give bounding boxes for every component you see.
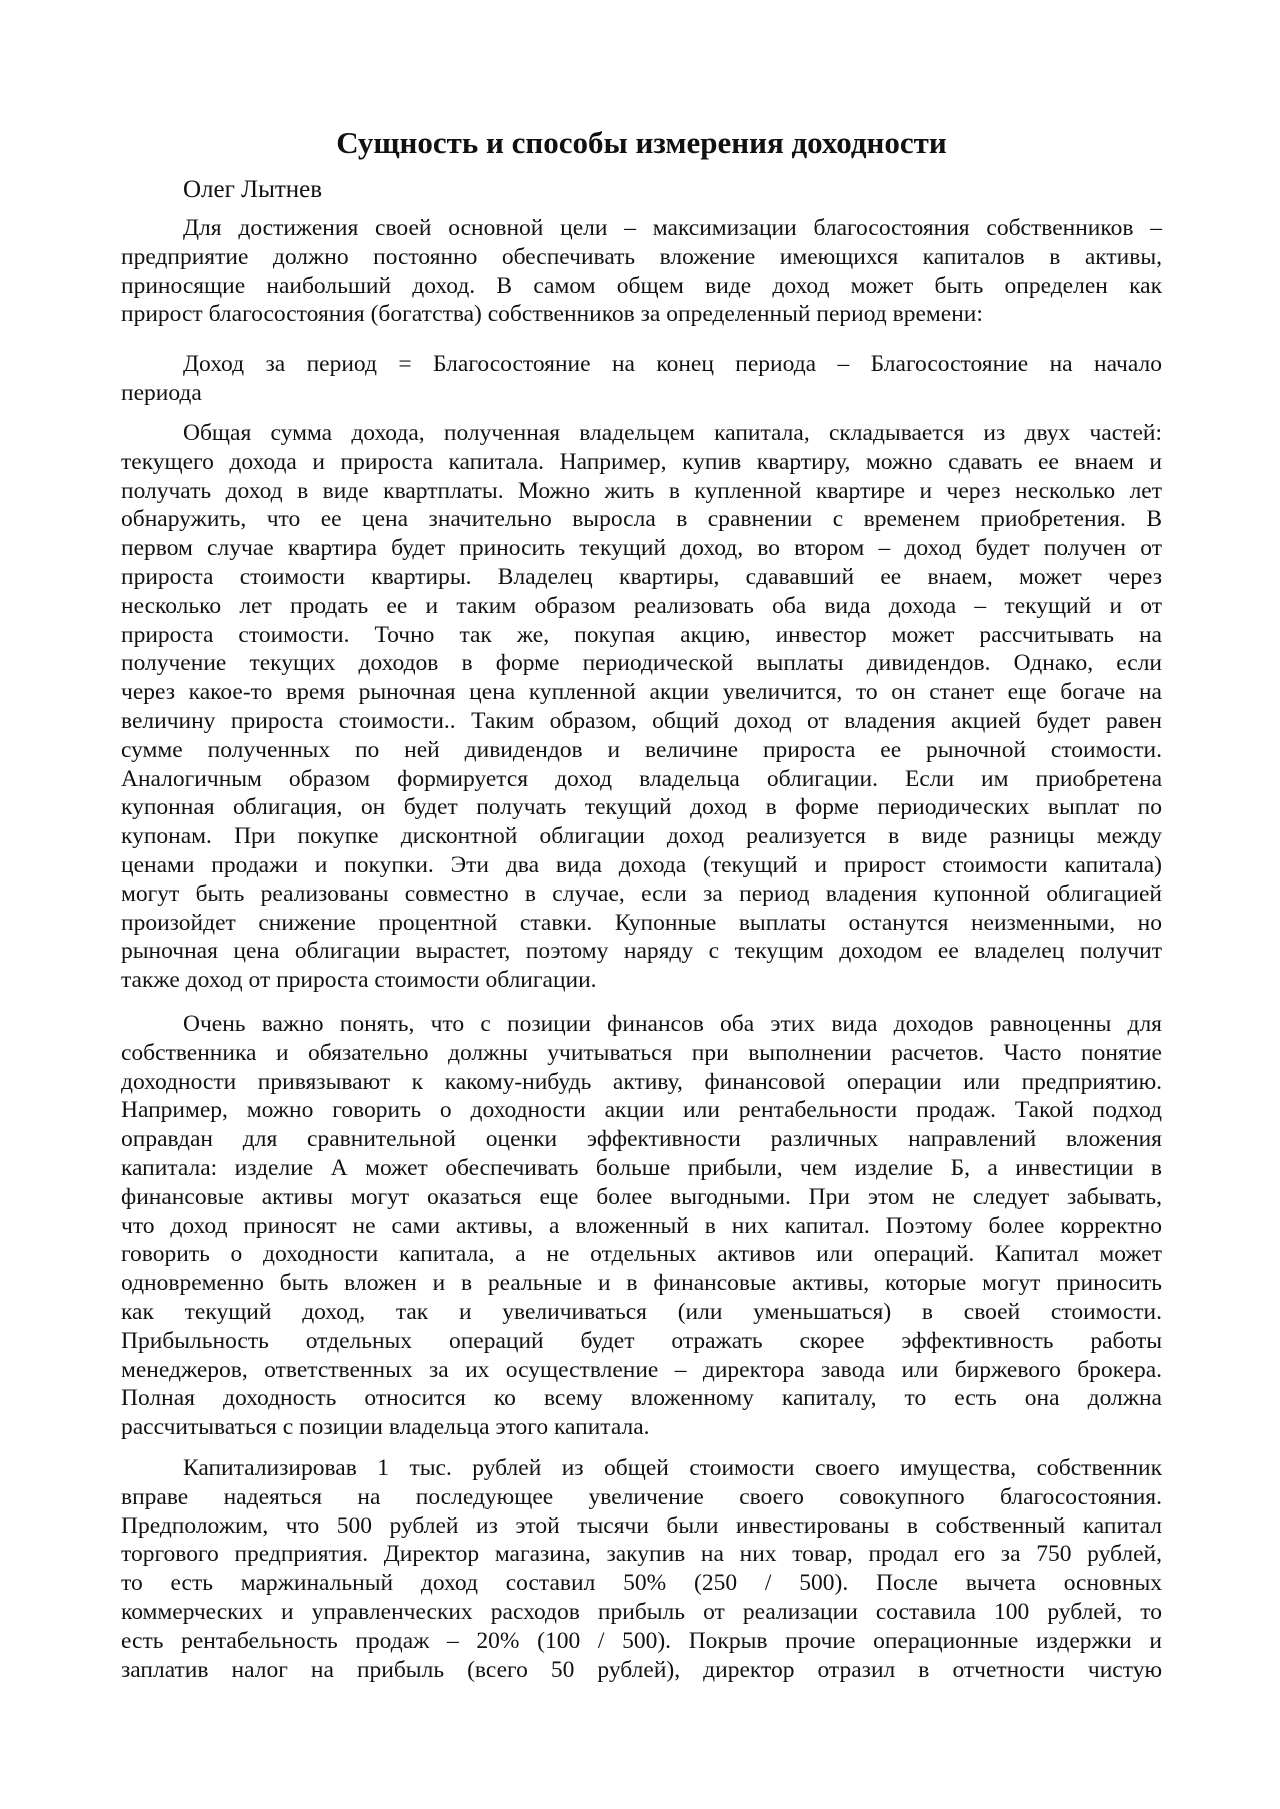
text-line: как текущий доход, так и увеличиваться (или уменьшаться) в своей стоимости. xyxy=(121,1298,1162,1325)
text-line: доходности привязывают к какому-нибудь активу, финансовой операции или предприятию. xyxy=(121,1068,1162,1095)
text-line: есть рентабельность продаж – 20% (100 / 500). Покрыв прочие операционные издержки и xyxy=(121,1627,1162,1654)
text-line: прироста стоимости квартиры. Владелец квартиры, сдававший ее внаем, может через xyxy=(121,563,1162,590)
text-line: финансовые активы могут оказаться еще более выгодными. При этом не следует забывать, xyxy=(121,1183,1162,1210)
text-line: также доход от прироста стоимости облигации. xyxy=(121,967,597,994)
text-line: капитала: изделие А может обеспечивать больше прибыли, чем изделие Б, а инвестиции в xyxy=(121,1154,1162,1181)
formula-paragraph xyxy=(121,350,1162,408)
paragraph xyxy=(121,419,1162,995)
text-line: прирост благосостояния (богатства) собственников за определенный период времени: xyxy=(121,301,983,328)
text-line: сумме полученных по ней дивидендов и величине прироста ее рыночной стоимости. xyxy=(121,736,1162,763)
text-line: несколько лет продать ее и таким образом реализовать оба вида дохода – текущий и от xyxy=(121,592,1162,619)
text-line: произойдет снижение процентной ставки. Купонные выплаты останутся неизменными, но xyxy=(121,909,1162,936)
text-line: заплатив налог на прибыль (всего 50 рублей), директор отразил в отчетности чистую xyxy=(121,1656,1162,1683)
text-line: Аналогичным образом формируется доход владельца облигации. Если им приобретена xyxy=(121,765,1162,792)
text-line: Капитализировав 1 тыс. рублей из общей стоимости своего имущества, собственник xyxy=(183,1455,1162,1481)
text-line: ценами продажи и покупки. Эти два вида дохода (текущий и прирост стоимости капитала) xyxy=(121,851,1162,878)
paragraph xyxy=(121,214,1162,329)
paragraph xyxy=(121,1454,1162,1684)
text-line: оправдан для сравнительной оценки эффективности различных направлений вложения xyxy=(121,1126,1162,1153)
text-line: что доход приносят не сами активы, а вложенный в них капитал. Поэтому более корректно xyxy=(121,1212,1162,1239)
text-line: первом случае квартира будет приносить текущий доход, во втором – доход будет получен от xyxy=(121,535,1162,562)
text-line: собственника и обязательно должны учитываться при выполнении расчетов. Часто понятие xyxy=(121,1039,1162,1066)
text-line: предприятие должно постоянно обеспечивать вложение имеющихся капиталов в активы, xyxy=(121,243,1162,270)
text-line: одновременно быть вложен и в реальные и в финансовые активы, которые могут приносить xyxy=(121,1270,1162,1297)
text-line: купонам. При покупке дисконтной облигации доход реализуется в виде разницы между xyxy=(121,823,1162,850)
paragraph xyxy=(121,1010,1162,1442)
text-line: величину прироста стоимости.. Таким образом, общий доход от владения акцией будет равен xyxy=(121,707,1162,734)
text-line: Доход за период = Благосостояние на конец периода – Благосостояние на начало xyxy=(183,351,1162,377)
text-line: менеджеров, ответственных за их осуществление – директора завода или биржевого брокера. xyxy=(121,1356,1162,1383)
text-line: текущего дохода и прироста капитала. Например, купив квартиру, можно сдавать ее внаем и xyxy=(121,448,1162,475)
text-line: периода xyxy=(121,379,202,406)
text-line: вправе надеяться на последующее увеличение своего совокупного благосостояния. xyxy=(121,1483,1162,1510)
text-line: рассчитываться с позиции владельца этого капитала. xyxy=(121,1414,650,1441)
text-line: получать доход в виде квартплаты. Можно жить в купленной квартире и через несколько лет xyxy=(121,477,1162,504)
text-line: Полная доходность относится ко всему вложенному капиталу, то есть она должна xyxy=(121,1385,1162,1412)
text-line: Например, можно говорить о доходности акции или рентабельности продаж. Такой подход xyxy=(121,1097,1162,1124)
text-line: Общая сумма дохода, полученная владельцем капитала, складывается из двух частей: xyxy=(183,420,1162,446)
text-line: купонная облигация, он будет получать текущий доход в форме периодических выплат по xyxy=(121,794,1162,821)
document-author: Олег Лытнев xyxy=(183,176,323,203)
text-line: Предположим, что 500 рублей из этой тысячи были инвестированы в собственный капитал xyxy=(121,1512,1162,1539)
document-title: Сущность и способы измерения доходности xyxy=(336,125,947,160)
text-line: то есть маржинальный доход составил 50% (250 / 500). После вычета основных xyxy=(121,1570,1162,1597)
text-line: коммерческих и управленческих расходов прибыль от реализации составила 100 рублей, то xyxy=(121,1598,1162,1625)
text-line: Очень важно понять, что с позиции финансов оба этих вида доходов равноценны для xyxy=(183,1011,1162,1037)
text-line: обнаружить, что ее цена значительно выросла в сравнении с временем приобретения. В xyxy=(121,506,1162,533)
text-line: могут быть реализованы совместно в случае, если за период владения купонной облигацией xyxy=(121,880,1162,907)
text-line: получение текущих доходов в форме периодической выплаты дивидендов. Однако, если xyxy=(121,650,1162,677)
text-line: рыночная цена облигации вырастет, поэтому наряду с текущим доходом ее владелец получит xyxy=(121,938,1162,965)
text-line: через какое-то время рыночная цена купленной акции увеличится, то он станет еще богаче на xyxy=(121,679,1162,706)
text-line: торгового предприятия. Директор магазина, закупив на них товар, продал его за 750 рублей, xyxy=(121,1541,1162,1568)
text-line: Для достижения своей основной цели – максимизации благосостояния собственников – xyxy=(183,215,1162,241)
text-line: Прибыльность отдельных операций будет отражать скорее эффективность работы xyxy=(121,1327,1162,1354)
text-line: прироста стоимости. Точно так же, покупая акцию, инвестор может рассчитывать на xyxy=(121,621,1162,648)
text-line: приносящие наибольший доход. В самом общем виде доход может быть определен как xyxy=(121,272,1162,299)
text-line: говорить о доходности капитала, а не отдельных активов или операций. Капитал может xyxy=(121,1241,1162,1268)
